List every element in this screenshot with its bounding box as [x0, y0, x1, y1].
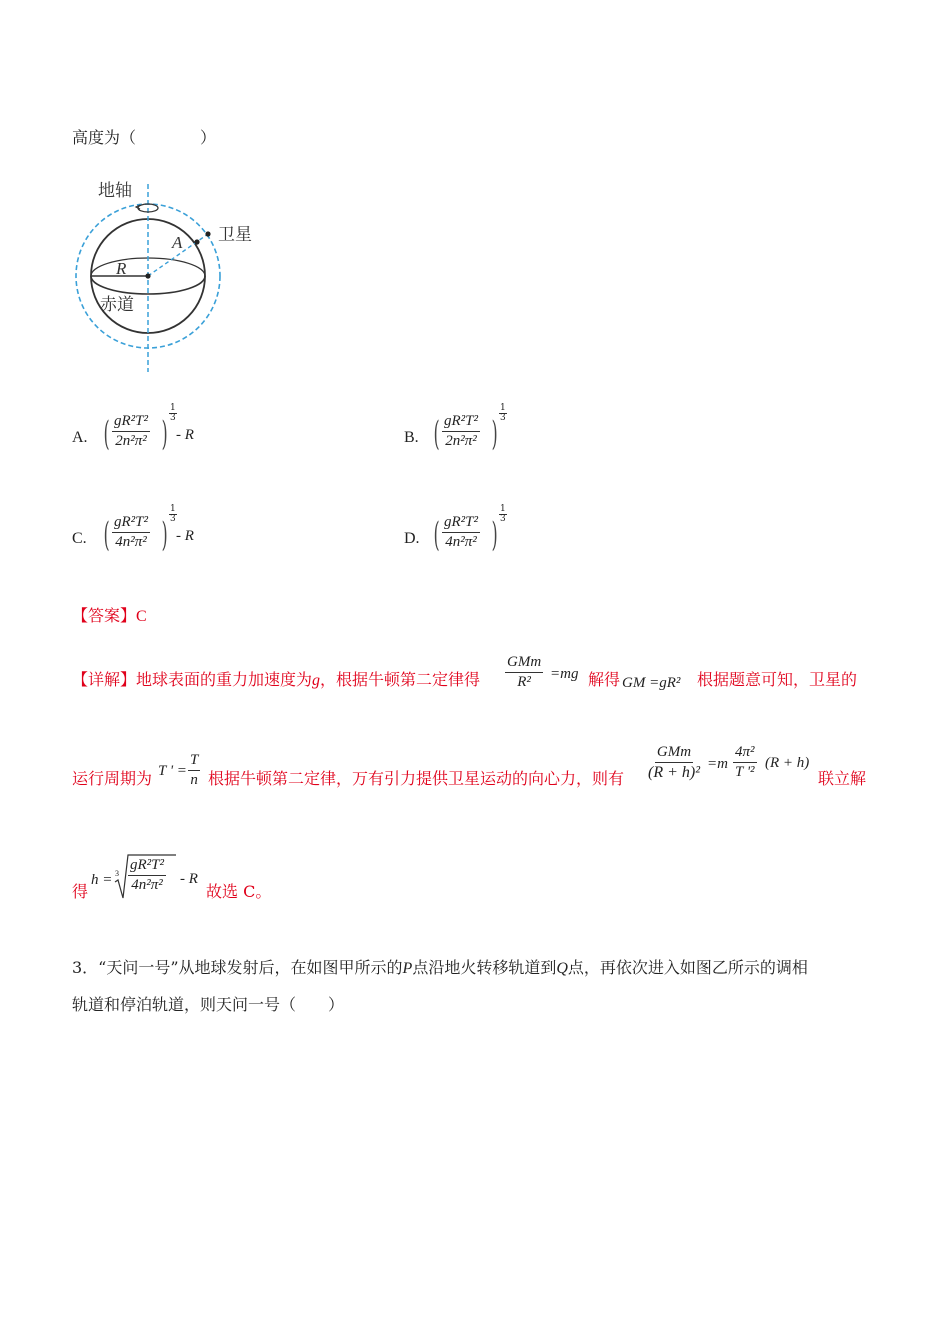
answer-value: C — [136, 608, 147, 625]
point-A — [194, 239, 199, 244]
option-tail: - R — [176, 427, 194, 443]
q3-text: 3．“天问一号”从地球发射后，在如图甲所示的 — [72, 958, 403, 977]
equation-centripetal-rhs: $\frac{\text{4π²}}{\text{T '²}}$ — [735, 744, 755, 780]
option-b[interactable]: B. ( $\frac{\text{gR²T²}}{\text{2n²π²}}$ ) 1 3 — [404, 403, 506, 454]
option-tail: - R — [176, 528, 194, 544]
label-A: A — [172, 233, 183, 252]
option-letter: A. — [72, 429, 88, 446]
q3-text: 点，再依次进入如图乙所示的调相 — [567, 958, 808, 977]
detail-line-1 — [72, 670, 480, 691]
equation-gravity: GMm R² — [507, 654, 542, 690]
equation-centripetal-tail: (R + h) — [765, 755, 810, 771]
option-exponent: 1 3 — [170, 403, 176, 423]
answer-tag: 【答案】 — [72, 606, 137, 625]
equation-gm: GM =gR² — [622, 675, 681, 691]
label-axis: 地轴 — [98, 181, 132, 201]
question-intro: 高度为（ ） — [72, 128, 217, 147]
option-exponent: 1 3 — [170, 504, 176, 524]
label-satellite: 卫星 — [218, 225, 252, 245]
detail-text: 解得 — [588, 670, 621, 689]
earth-satellite-figure — [70, 172, 270, 377]
var-Q: Q — [556, 960, 568, 977]
detail-text: 得 — [72, 882, 89, 901]
option-a[interactable]: A. ( $\frac{\text{gR²T²}}{\text{2n²π²}}$ ) 1 3 - R — [72, 403, 194, 454]
option-exponent: 1 3 — [500, 504, 506, 524]
label-R: R — [116, 259, 127, 278]
equation-result-lhs: h = — [91, 872, 113, 888]
detail-text: 根据牛顿第二定律，万有引力提供卫星运动的向心力，则有 — [208, 769, 625, 788]
option-fraction: $\frac{\text{gR²T²}}{\text{2n²π²}}$ — [444, 413, 478, 449]
satellite-point — [205, 231, 210, 236]
option-d[interactable]: D. ( $\frac{\text{gR²T²}}{\text{4n²π²}}$ ) 1 3 — [404, 504, 506, 555]
detail-text: 根据题意可知，卫星的 — [697, 670, 858, 689]
question-3-line-1 — [72, 958, 808, 979]
equation-centripetal-lhs: GMm (R + h)² — [648, 744, 701, 781]
option-fraction: $\frac{\text{gR²T²}}{\text{4n²π²}}$ — [444, 514, 478, 550]
detail-text: 联立解 — [818, 769, 867, 788]
equation-period: $\frac{T}{n}$ — [190, 752, 199, 788]
center-point — [145, 273, 150, 278]
q3-text: 点沿地火转移轨道到 — [412, 958, 557, 977]
option-letter: D. — [404, 530, 420, 547]
detail-text: 故选 C。 — [206, 882, 272, 901]
option-letter: B. — [404, 429, 419, 446]
option-exponent: 1 3 — [500, 403, 506, 423]
equation-centripetal-mid: =m — [707, 756, 728, 772]
detail-text: 地球表面的重力加速度为 — [136, 670, 313, 689]
answer-line — [72, 606, 147, 627]
root-index: 3 — [115, 869, 119, 878]
equation-gravity-rhs: =mg — [550, 666, 579, 682]
var-g: g — [312, 672, 321, 689]
equation-period-lhs: T ' = — [158, 763, 187, 779]
detail-tag: 【详解】 — [72, 670, 137, 689]
equation-result: $\frac{\text{gR²T²}}{\text{4n²π²}}$ — [130, 857, 164, 893]
option-fraction: $\frac{\text{gR²T²}}{\text{2n²π²}}$ — [114, 413, 148, 449]
option-letter: C. — [72, 530, 87, 547]
equation-result-tail: - R — [180, 871, 198, 887]
label-equator: 赤道 — [100, 295, 134, 315]
detail-text: 运行周期为 — [72, 769, 153, 788]
detail-text: ，根据牛顿第二定律得 — [320, 670, 481, 689]
option-c[interactable]: C. ( $\frac{\text{gR²T²}}{\text{4n²π²}}$ ) 1 3 - R — [72, 504, 194, 555]
option-fraction: $\frac{\text{gR²T²}}{\text{4n²π²}}$ — [114, 514, 148, 550]
var-P: P — [402, 960, 413, 977]
question-3-line-2: 轨道和停泊轨道，则天问一号（ ） — [72, 995, 345, 1014]
